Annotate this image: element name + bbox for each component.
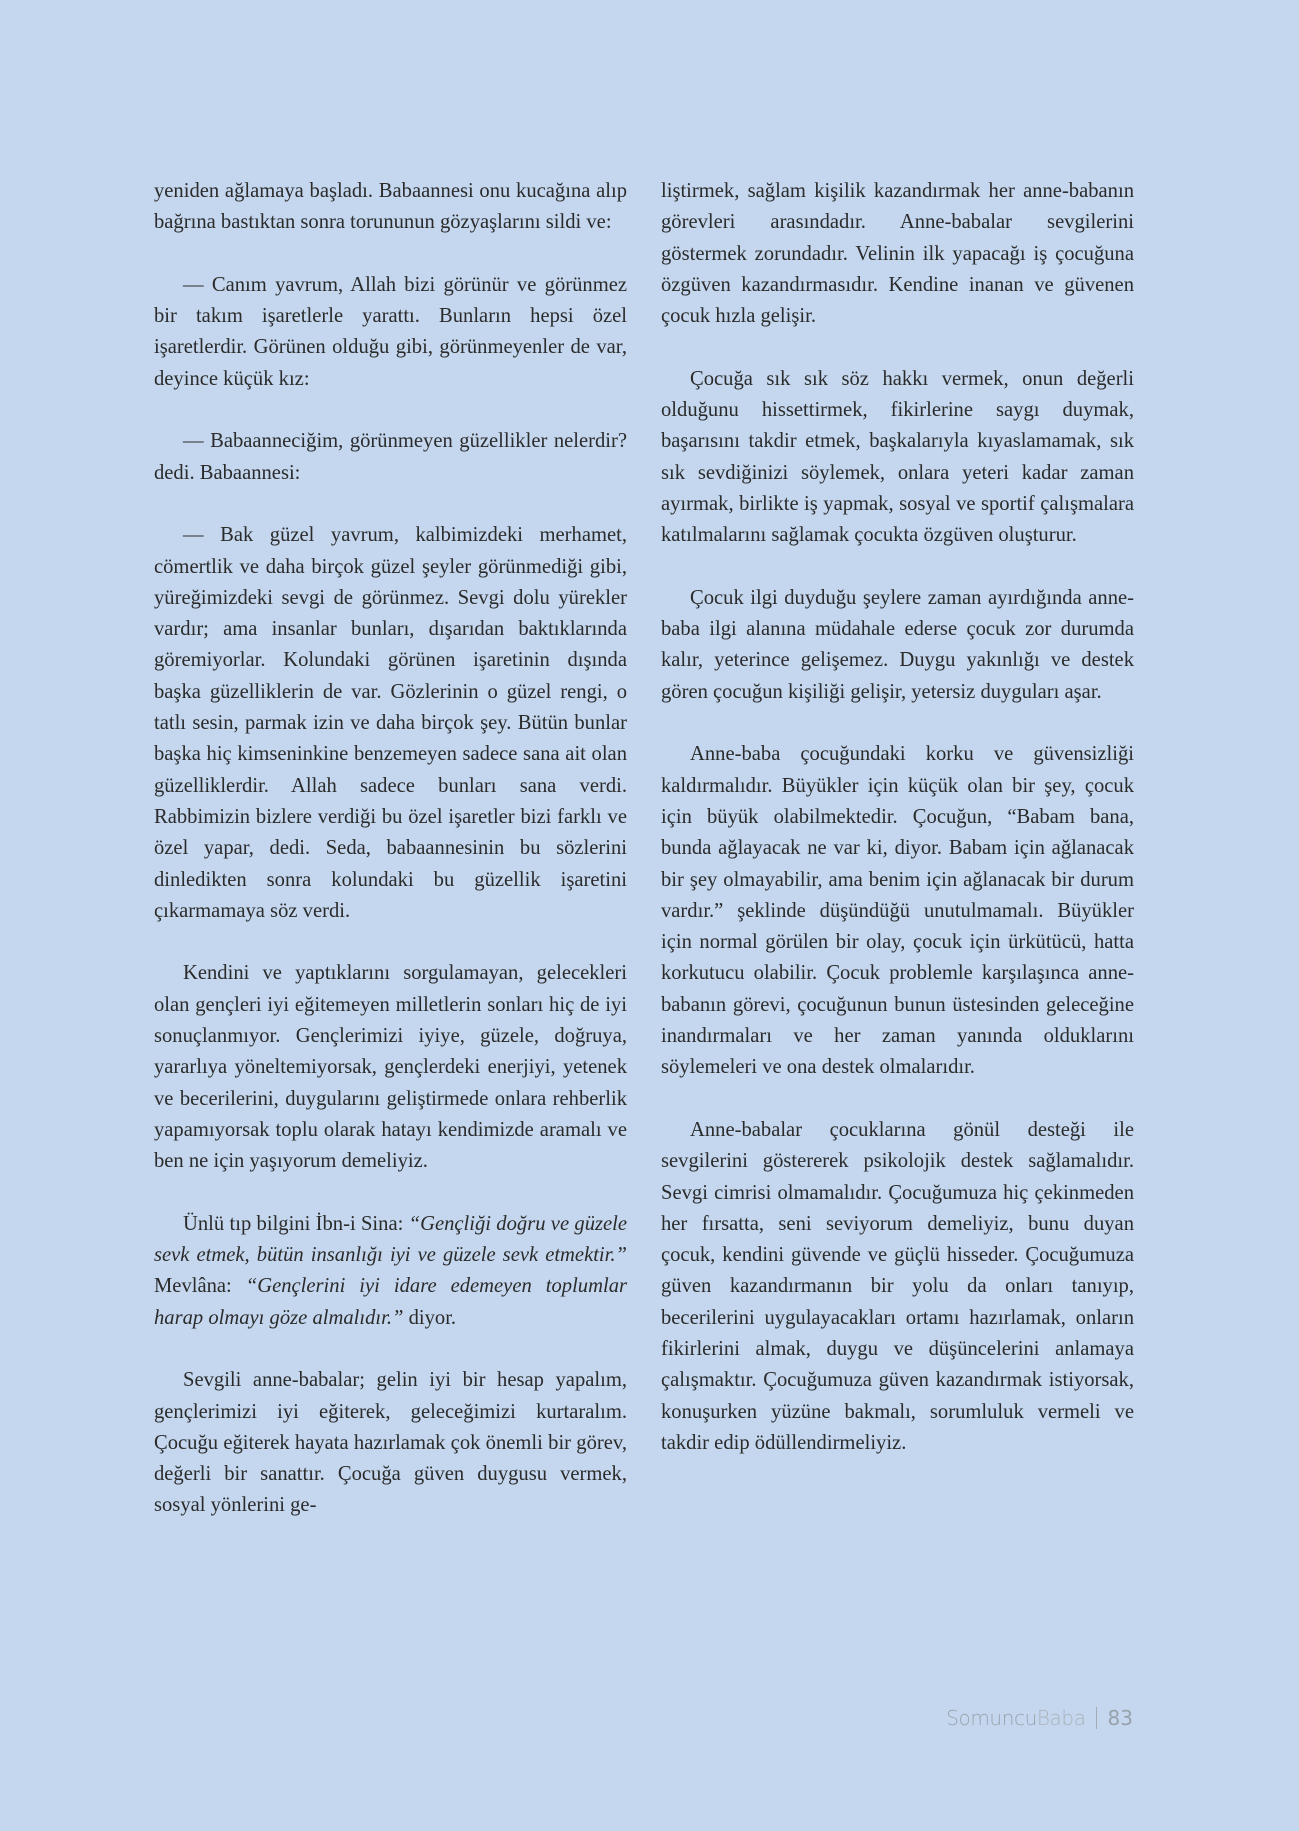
page-footer bbox=[946, 1703, 1133, 1733]
dialogue-paragraph: — Bak güzel yavrum, kalbimizdeki merhamet, cömertlik ve daha birçok güzel şeyler görünmediği gibi, yüreğimizdeki sevgi de görünmez. Sevgi dolu yürekler vardır; ama insanlar bunları, dışarıdan baktıklarında göremiyorlar. Kolundaki görünen işaretinin dışında başka güzelliklerin de var. Gözlerinin o güzel rengi, o tatlı sesin, parmak izin ve daha birçok şey. Bütün bunlar başka hiç kimseninkine benzemeyen sadece sana ait olan güzelliklerdir. Allah sadece bunları sana verdi. Rabbimizin bizlere verdiği bu özel işaretler bizi farklı ve özel yapar, dedi. Seda, babaannesinin bu sözlerini dinledikten sonra kolundaki bu güzellik işaretini çıkarmamaya söz verdi. bbox=[154, 524, 627, 922]
paragraph: yeniden ağlamaya başladı. Babaannesi onu kucağına alıp bağrına bastıktan sonra torununun gözyaşlarını sildi ve: bbox=[154, 180, 627, 234]
paragraph: Sevgili anne-babalar; gelin iyi bir hesap yapalım, gençlerimizi iyi eğiterek, geleceğimizi kurtaralım. Çocuğu eğiterek hayata hazırlamak çok önemli bir görev, değerli bir sanattır. Çocuğa güven duygusu vermek, sosyal yönlerini ge- bbox=[154, 1369, 627, 1517]
paragraph: Anne-baba çocuğundaki korku ve güvensizliği kaldırmalıdır. Büyükler için küçük olan bir şey, çocuk için büyük olabilmektedir. Çocuğun, “Babam bana, bunda ağlayacak ne var ki, diyor. Babam için ağlanacak bir şey olmayabilir, ama benim için ağlanacak bir durum vardır.” şeklinde düşündüğü unutulmamalı. Büyükler için normal görülen bir olay, çocuk için ürkütücü, hatta korkutucu olabilir. Çocuk problemle karşılaşınca anne-babanın görevi, çocuğunun bunun üstesinden geleceğine inandırmaları ve her zaman yanında olduklarını söylemeleri ve ona destek olmalarıdır. bbox=[661, 743, 1134, 1079]
paragraph: Çocuk ilgi duyduğu şeylere zaman ayırdığında anne-baba ilgi alanına müdahale ederse çocuk zor durumda kalır, yeterince gelişemez. Duygu yakınlığı ve destek gören çocuğun kişiliği gelişir, yetersiz duyguları aşar. bbox=[661, 586, 1134, 703]
quote-ibn-sina: “Gençliği doğru ve güzele sevk etmek, bütün insanlığı iyi ve güzele sevk etmektir.” bbox=[154, 1212, 628, 1267]
magazine-brand-baba: Baba bbox=[1036, 1706, 1086, 1730]
paragraph: liştirmek, sağlam kişilik kazandırmak her anne-babanın görevleri arasındadır. Anne-babalar sevgilerini göstermek zorundadır. Velinin ilk yapacağı iş çocuğuna özgüven kazandırmasıdır. Kendine inanan ve güvenen çocuk hızla gelişir. bbox=[661, 180, 1134, 328]
paragraph: Anne-babalar çocuklarına gönül desteği ile sevgilerini göstererek psikolojik destek sağlamalıdır. Sevgi cimrisi olmamalıdır. Çocuğumuza hiç çekinmeden her fırsatta, seni seviyorum demeliyiz, bunu duyan çocuk, kendini güvende ve güçlü hisseder. Çocuğumuza güven kazandırmanın bir yolu da onları tanıyıp, becerilerini uygulayacakları ortamı hazırlamak, onların fikirlerini almak, duygu ve düşüncelerini anlamaya çalışmaktır. Çocuğumuza güven kazandırmak istiyorsak, konuşurken yüzüne bakmalı, sorumluluk vermeli ve takdir edip ödüllendirmeliyiz. bbox=[661, 1118, 1134, 1454]
page-number: 83 bbox=[1107, 1706, 1133, 1730]
paragraph: Kendini ve yaptıklarını sorgulamayan, gelecekleri olan gençleri iyi eğitemeyen milletlerin sonları hiç de iyi sonuçlanmıyor. Gençlerimizi iyiye, güzele, doğruya, yararlıya yöneltemiyorsak, gençlerdeki enerjiyi, yetenek ve becerilerini, duygularını geliştirmede onlara rehberlik yapamıyorsak toplu olarak hatayı kendimizde aramalı ve ben ne için yaşıyorum demeliyiz. bbox=[154, 962, 627, 1173]
right-text-column bbox=[661, 176, 1134, 1459]
dialogue-paragraph: — Canım yavrum, Allah bizi görünür ve görünmez bir takım işaretlerle yarattı. Bunların hepsi özel işaretlerdir. Görünen olduğu gibi, görünmeyenler de var, deyince küçük kız: bbox=[154, 273, 627, 390]
quote-outro: diyor. bbox=[403, 1306, 457, 1329]
footer-divider bbox=[1096, 1707, 1097, 1729]
quote-intro-mevlana: Mevlâna: bbox=[154, 1275, 246, 1298]
dialogue-paragraph: — Babaanneciğim, görünmeyen güzellikler nelerdir? dedi. Babaannesi: bbox=[154, 430, 627, 484]
quote-mevlana: “Gençlerini iyi idare edemeyen toplumlar harap olmayı göze almalıdır.” bbox=[154, 1275, 628, 1329]
left-text-column bbox=[154, 176, 627, 1522]
magazine-brand-somuncu: Somuncu bbox=[946, 1706, 1037, 1730]
paragraph: Çocuğa sık sık söz hakkı vermek, onun değerli olduğunu hissettirmek, fikirlerine saygı duymak, başarısını takdir etmek, başkalarıyla kıyaslamamak, sık sık sevdiğinizi söylemek, onlara yeteri kadar zaman ayırmak, birlikte iş yapmak, sosyal ve sportif çalışmalara katılmalarını sağlamak çocukta özgüven oluşturur. bbox=[661, 367, 1134, 547]
quote-paragraph bbox=[154, 1209, 627, 1334]
quote-intro-ibn-sina: Ünlü tıp bilgini İbn-i Sina: bbox=[183, 1212, 409, 1235]
